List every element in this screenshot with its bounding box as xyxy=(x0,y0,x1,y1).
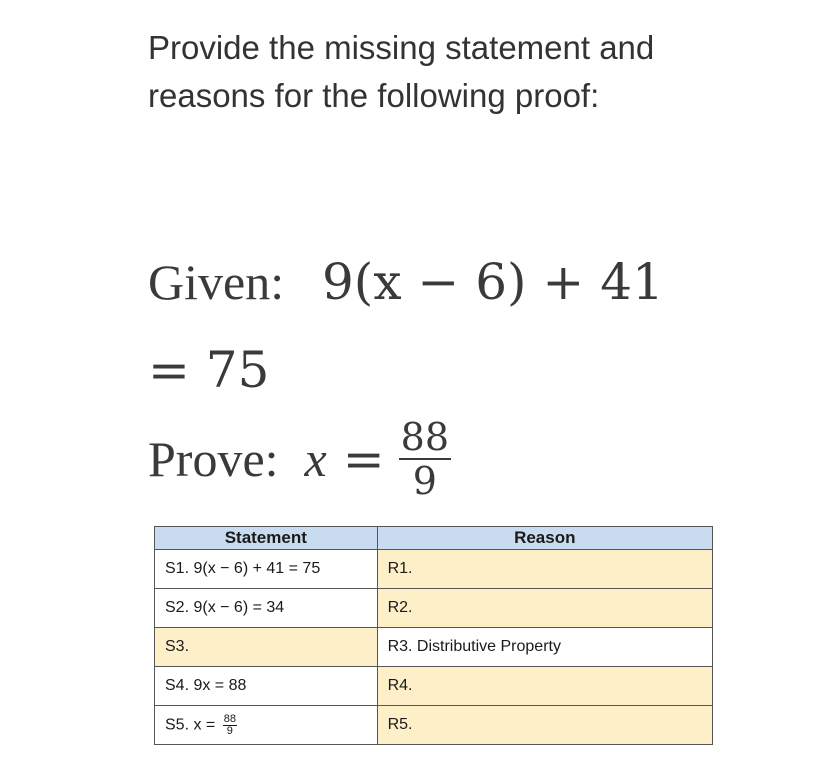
statement-header: Statement xyxy=(155,527,378,550)
proof-table-header-row xyxy=(155,527,713,550)
statement-cell-s5 xyxy=(155,706,378,745)
statement-cell-s2: S2. 9(x − 6) = 34 xyxy=(155,589,378,628)
given-expression-line1 xyxy=(148,252,664,312)
reason-cell-r5[interactable]: R5. xyxy=(377,706,712,745)
statement-s5-numerator: 88 xyxy=(223,712,236,725)
prove-numerator: 88 xyxy=(400,415,450,459)
given-expression: 9(x − 6) + 41 xyxy=(322,253,664,311)
prove-label: Prove: xyxy=(148,431,279,487)
prove-expression xyxy=(148,415,451,503)
prove-variable: x xyxy=(304,431,327,487)
prove-equals: = xyxy=(342,430,385,488)
statement-cell-s3[interactable]: S3. xyxy=(155,628,378,667)
given-expression-line2: = 75 xyxy=(148,341,270,399)
statement-s5-text: S5. x = xyxy=(165,716,216,734)
statement-cell-s4: S4. 9x = 88 xyxy=(155,667,378,706)
prove-fraction xyxy=(399,415,451,503)
proof-table xyxy=(154,526,713,745)
question-prompt: Provide the missing statement and reasons for the following proof: xyxy=(148,29,655,114)
table-row xyxy=(155,589,713,628)
table-row xyxy=(155,706,713,745)
table-row xyxy=(155,628,713,667)
statement-s5-fraction xyxy=(223,714,237,737)
reason-header: Reason xyxy=(377,527,712,550)
prove-denominator: 9 xyxy=(412,459,437,503)
reason-cell-r2[interactable]: R2. xyxy=(377,589,712,628)
reason-cell-r4[interactable]: R4. xyxy=(377,667,712,706)
table-row xyxy=(155,667,713,706)
table-row xyxy=(155,550,713,589)
statement-s5-denominator: 9 xyxy=(226,724,233,737)
reason-cell-r3: R3. Distributive Property xyxy=(377,628,712,667)
statement-cell-s1: S1. 9(x − 6) + 41 = 75 xyxy=(155,550,378,589)
given-label: Given: xyxy=(148,254,285,310)
reason-cell-r1[interactable]: R1. xyxy=(377,550,712,589)
